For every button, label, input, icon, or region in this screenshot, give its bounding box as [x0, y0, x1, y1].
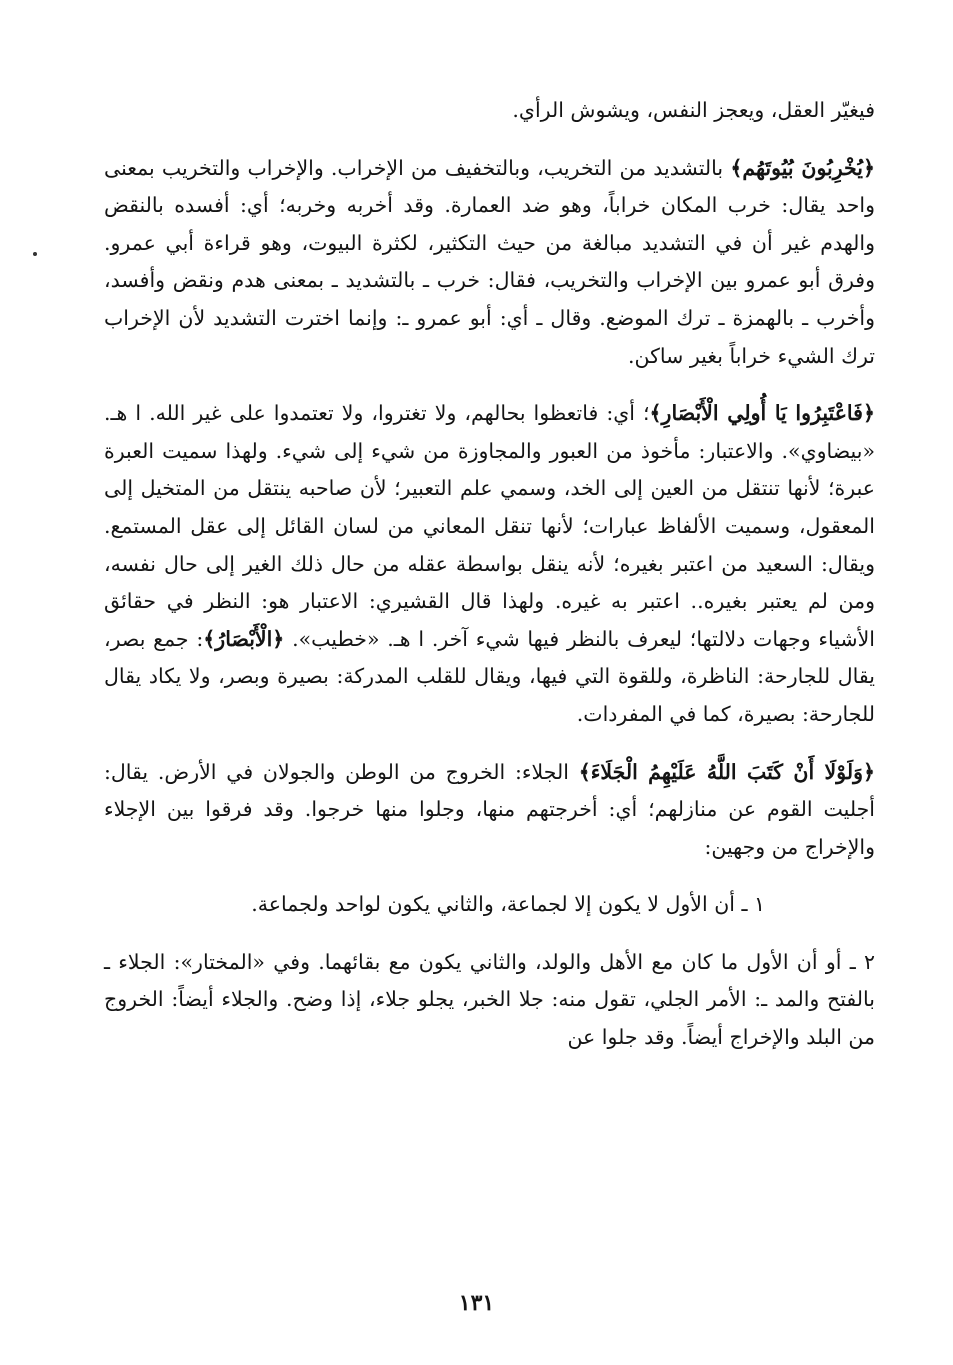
paragraph-4-text: الجلاء: الخروج من الوطن والجولان في الأرض. يقال: أجليت القوم عن منازلهم؛ أي: أخرجتهم منها، وجلوا منها خرجوا. وقد فرقوا بين الإجلاء والإخراج من وجهين:: [104, 759, 875, 859]
page-body: [104, 92, 875, 1057]
paragraph-gap: [104, 375, 875, 395]
paragraph-gap: [104, 866, 875, 886]
quran-quote: ﴿يُخْرِبُونَ بُيُوتَهُم﴾: [730, 155, 876, 180]
paragraph-4: [104, 754, 875, 867]
quran-quote: ﴿فَاعْتَبِرُوا يَا أُولِي الْأَبْصَارِ﴾: [649, 401, 875, 426]
paragraph-3: [104, 395, 875, 733]
quran-quote: ﴿الْأَبْصَارُ﴾: [203, 626, 285, 651]
paragraph-2-text: بالتشديد من التخريب، وبالتخفيف من الإخراب. والإخراب والتخريب بمعنى واحد يقال: خرب المكان خراباً، وهو ضد العمارة. وقد أخربه وخربه؛ أي: أفسده بالنقض والهدم غير أن في التشديد مبالغة من حيث التكثير، لكثرة البيوت، وهو قراءة أبي عمرو. وفرق أبو عمرو بين الإخراب والتخريب، فقال: خرب ـ بالتشديد ـ بمعنى هدم ونقض وأفسد، وأخرب ـ بالهمزة ـ ترك الموضع. وقال ـ أي: أبو عمرو ـ: وإنما اخترت التشديد لأن الإخراب ترك الشيء خراباً بغير ساكن.: [104, 155, 875, 368]
list-item-2: ٢ ـ أو أن الأول ما كان مع الأهل والولد، والثاني يكون مع بقائهما. وفي «المختار»: الجلاء ـ بالفتح والمد ـ: الأمر الجلي، تقول منه: جلا الخبر، يجلو جلاء، إذا وضح. والجلاء أيضاً: الخروج من البلد والإخراج أيضاً. وقد جلوا عن: [104, 949, 875, 1050]
paragraph-3-text-b: : جمع بصر، يقال للجارحة: الناظرة، وللقوة التي فيها، ويقال للقلب المدركة: بصيرة وبصر، ولا يكاد يقال للجارحة: بصيرة، كما في المفردات.: [104, 626, 875, 726]
paragraph-gap: [104, 130, 875, 150]
paragraph-gap: [104, 924, 875, 944]
scan-speck: [33, 252, 37, 256]
paragraph-1-text: فيغيّر العقل، ويعجز النفس، ويشوش الرأي.: [512, 98, 875, 122]
paragraph-gap: [104, 734, 875, 754]
paragraph-1: [104, 92, 875, 130]
page-number: ١٣١: [458, 1290, 495, 1316]
paragraph-3-text-a: ؛ أي: فاتعظوا بحالهم، ولا تغتروا، ولا تعتمدوا على غير الله. ا هـ. «بيضاوي». والاعتبار: مأخوذ من العبور والمجاوزة من شيء إلى شيء. ولهذا سميت العبرة عبرة؛ لأنها تنتقل من العين إلى الخد، وسمي علم التعبير؛ لأن صاحبه ينتقل من المتخيل إلى المعقول، وسميت الألفاظ عبارات؛ لأنها تنقل المعاني من لسان القائل إلى عقل المستمع. ويقال: السعيد من اعتبر بغيره؛ لأنه ينقل بواسطة عقله من حال ذلك الغير إلى حال نفسه، ومن لم يعتبر بغيره.. اعتبر به غيره. ولهذا قال القشيري: الاعتبار هو: النظر في حقائق الأشياء وجهات دلالتها؛ ليعرف بالنظر فيها شيء آخر. ا هـ. «خطيب».: [104, 401, 875, 651]
paragraph-2: [104, 150, 875, 376]
list-item-1: ١ ـ أن الأول لا يكون إلا لجماعة، والثاني يكون لواحد ولجماعة.: [251, 892, 765, 917]
quran-quote: ﴿وَلَوْلَا أَنْ كَتَبَ اللَّهُ عَلَيْهِمُ الْجَلَاءَ﴾: [578, 759, 875, 784]
